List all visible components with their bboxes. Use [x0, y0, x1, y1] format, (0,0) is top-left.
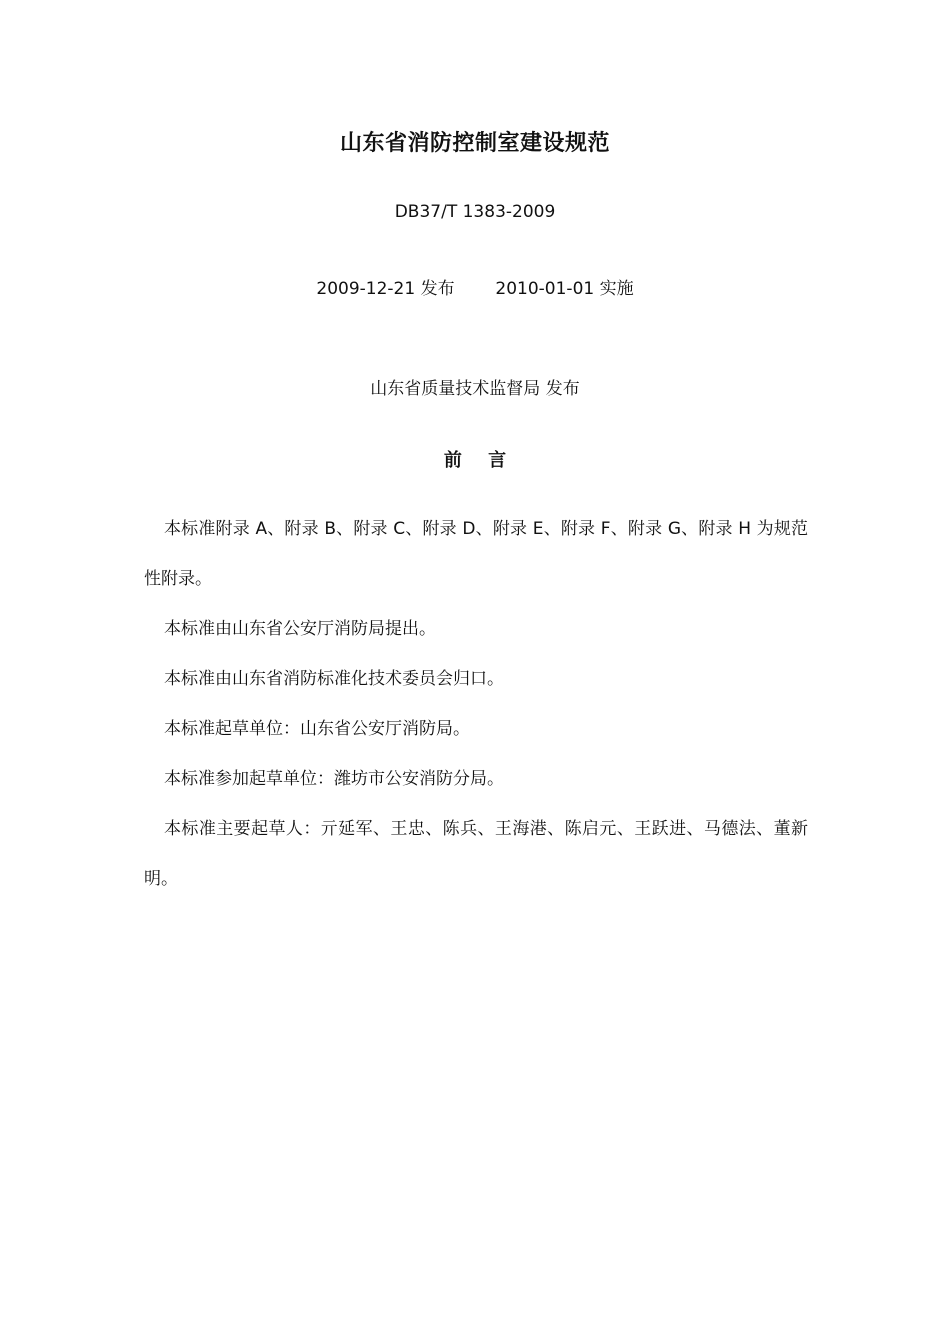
- foreword-paragraph: 本标准由山东省公安厅消防局提出。: [164, 619, 436, 639]
- issue-label: 发布: [420, 279, 455, 299]
- issue-date: 2009-12-21: [316, 279, 416, 299]
- foreword-paragraph: 本标准参加起草单位：潍坊市公安消防分局。: [164, 769, 504, 789]
- effective-label: 实施: [599, 279, 634, 299]
- foreword-paragraph: 本标准起草单位：山东省公安厅消防局。: [164, 719, 470, 739]
- standard-code: DB37/T 1383-2009: [394, 202, 556, 222]
- foreword-paragraph: 本标准主要起草人：亓延军、王忠、陈兵、王海港、陈启元、王跃进、马德法、董新明。: [144, 819, 808, 889]
- foreword-body: [144, 504, 808, 904]
- publisher-name: 山东省质量技术监督局: [370, 379, 541, 399]
- publisher-line: [0, 374, 950, 399]
- date-line: [0, 274, 950, 299]
- effective-date: 2010-01-01: [495, 279, 595, 299]
- foreword-paragraph: 本标准由山东省消防标准化技术委员会归口。: [164, 669, 504, 689]
- document-title: 山东省消防控制室建设规范: [339, 131, 610, 156]
- foreword-heading: 前 言: [443, 450, 517, 471]
- publisher-label: 发布: [545, 379, 580, 399]
- foreword-paragraph: 本标准附录 A、附录 B、附录 C、附录 D、附录 E、附录 F、附录 G、附录 H 为规范性附录。: [144, 519, 808, 589]
